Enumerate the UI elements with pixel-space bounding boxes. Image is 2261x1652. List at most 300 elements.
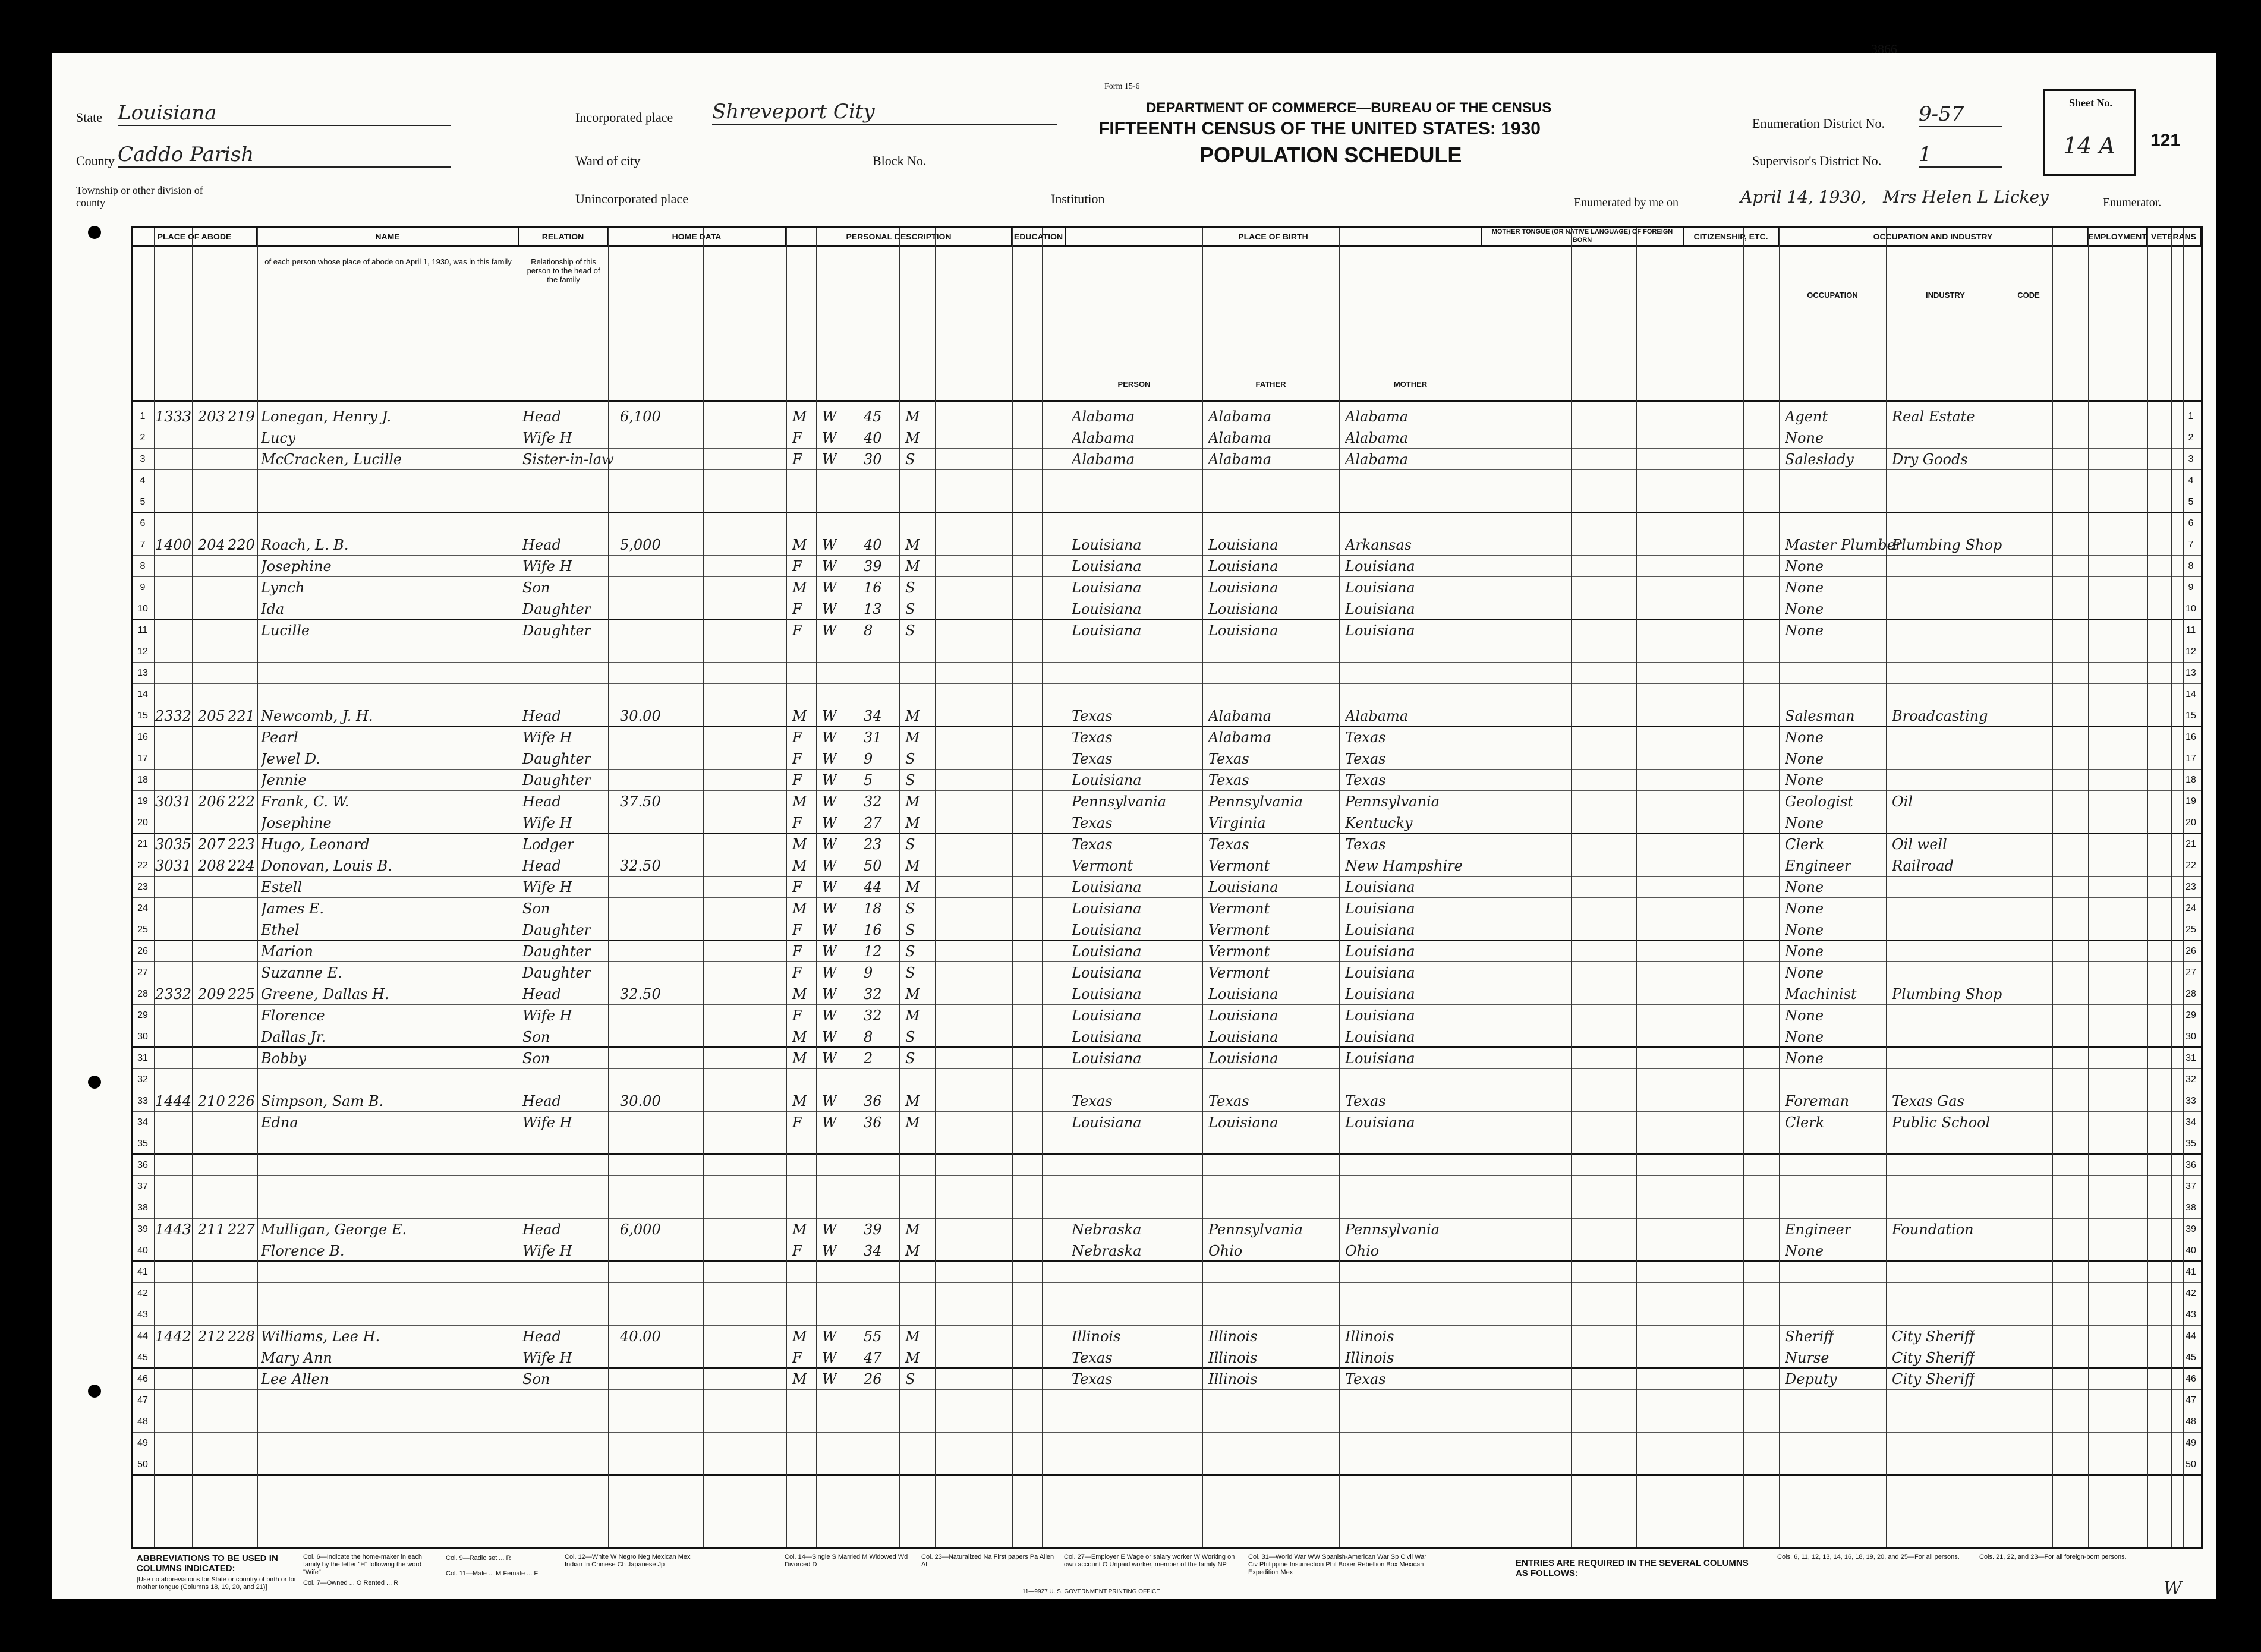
line-number: 24 bbox=[137, 903, 148, 913]
col12-note: Col. 12—White W Negro Neg Mexican Mex Indian In Chinese Ch Japanese Jp bbox=[565, 1553, 691, 1568]
line-number: 18 bbox=[2186, 775, 2196, 785]
line-number: 13 bbox=[2186, 668, 2196, 678]
occupation: Engineer bbox=[1785, 1221, 1851, 1238]
industry: City Sheriff bbox=[1892, 1371, 1975, 1388]
street-number: 1442 bbox=[155, 1328, 192, 1345]
marital-status: M bbox=[905, 986, 920, 1002]
birthplace-father: Virginia bbox=[1208, 815, 1266, 831]
line-number: 26 bbox=[137, 946, 148, 956]
birthplace-mother: Illinois bbox=[1345, 1350, 1394, 1366]
birthplace-mother: Louisiana bbox=[1345, 922, 1415, 938]
birthplace-father: Vermont bbox=[1208, 900, 1270, 917]
race: W bbox=[822, 622, 837, 639]
birthplace-father: Vermont bbox=[1208, 943, 1270, 960]
birthplace-mother: New Hampshire bbox=[1345, 857, 1463, 874]
enumerated-label: Enumerated by me on bbox=[1574, 196, 1679, 209]
table-row bbox=[133, 727, 2201, 748]
birthplace-father: Louisiana bbox=[1208, 558, 1278, 575]
line-number: 48 bbox=[137, 1417, 148, 1427]
table-row bbox=[133, 491, 2201, 513]
age: 26 bbox=[864, 1371, 882, 1388]
table-row bbox=[133, 748, 2201, 770]
age: 45 bbox=[864, 408, 882, 425]
county-value: Caddo Parish bbox=[118, 143, 451, 168]
table-row bbox=[133, 641, 2201, 663]
birthplace-mother: Ohio bbox=[1345, 1243, 1380, 1259]
table-row bbox=[133, 598, 2201, 620]
column-rule bbox=[816, 228, 817, 1547]
marital-status: M bbox=[905, 729, 920, 746]
race: W bbox=[822, 793, 837, 810]
line-number: 26 bbox=[2186, 946, 2196, 956]
sex: F bbox=[792, 558, 802, 575]
ed-value: 9-57 bbox=[1919, 102, 2002, 127]
birthplace-person: Louisiana bbox=[1072, 879, 1142, 896]
person-name: Pearl bbox=[261, 729, 298, 746]
line-number: 6 bbox=[2188, 518, 2194, 528]
line-number: 4 bbox=[2188, 475, 2194, 485]
age: 5 bbox=[864, 772, 873, 789]
birthplace-person: Texas bbox=[1072, 1350, 1113, 1366]
column-rule bbox=[1202, 228, 1203, 1547]
line-number: 42 bbox=[137, 1288, 148, 1298]
age: 47 bbox=[864, 1350, 882, 1366]
person-name: Mary Ann bbox=[261, 1350, 332, 1366]
line-number: 25 bbox=[137, 925, 148, 935]
occupation: Master Plumber bbox=[1785, 537, 1903, 553]
line-number: 39 bbox=[137, 1224, 148, 1234]
dwelling-number: 205 bbox=[198, 708, 225, 724]
column-rule bbox=[1571, 228, 1572, 1547]
race: W bbox=[822, 922, 837, 938]
line-number: 1 bbox=[140, 411, 146, 421]
marital-status: M bbox=[905, 793, 920, 810]
race: W bbox=[822, 1371, 837, 1388]
block-label: Block No. bbox=[873, 153, 927, 168]
binder-hole bbox=[88, 1076, 101, 1089]
birthplace-father: Louisiana bbox=[1208, 579, 1278, 596]
birthplace-mother: Pennsylvania bbox=[1345, 1221, 1440, 1238]
birthplace-father: Ohio bbox=[1208, 1243, 1243, 1259]
line-number: 3 bbox=[2188, 454, 2194, 464]
line-number: 19 bbox=[137, 796, 148, 806]
table-row bbox=[133, 1262, 2201, 1283]
occupation: None bbox=[1785, 1007, 1824, 1024]
ed-label: Enumeration District No. bbox=[1752, 116, 1885, 131]
table-row bbox=[133, 684, 2201, 705]
industry: Railroad bbox=[1892, 857, 1954, 874]
marital-status: M bbox=[905, 1350, 920, 1366]
table-row bbox=[133, 941, 2201, 962]
race: W bbox=[822, 1350, 837, 1366]
birthplace-father: Texas bbox=[1208, 1093, 1249, 1109]
person-name: Bobby bbox=[261, 1050, 307, 1067]
line-number: 8 bbox=[2188, 561, 2194, 571]
line-number: 31 bbox=[2186, 1053, 2196, 1063]
col31-note: Col. 31—World War WW Spanish-American War Sp Civil War Civ Philippine Insurrection Phil Boxer Rebellion Box Mexican Expedition Mex bbox=[1248, 1553, 1426, 1576]
birthplace-mother: Louisiana bbox=[1345, 879, 1415, 896]
relation-column-header: Relationship of this person to the head of the family bbox=[527, 257, 600, 284]
birthplace-mother: Louisiana bbox=[1345, 601, 1415, 617]
birthplace-person: Texas bbox=[1072, 708, 1113, 724]
line-number: 36 bbox=[2186, 1160, 2196, 1170]
dwelling-number: 207 bbox=[198, 836, 225, 853]
occupation: Deputy bbox=[1785, 1371, 1837, 1388]
relation: Head bbox=[522, 1221, 561, 1238]
person-name: Edna bbox=[261, 1114, 298, 1131]
dwelling-number: 212 bbox=[198, 1328, 225, 1345]
table-row bbox=[133, 1112, 2201, 1133]
street-number: 3031 bbox=[155, 793, 192, 810]
birthplace-person: Louisiana bbox=[1072, 964, 1142, 981]
occupation: Sheriff bbox=[1785, 1328, 1834, 1345]
column-rule bbox=[786, 228, 787, 1547]
relation: Son bbox=[522, 579, 550, 596]
line-number: 32 bbox=[2186, 1074, 2196, 1084]
group-home-data: HOME DATA bbox=[608, 228, 786, 247]
line-number: 16 bbox=[2186, 732, 2196, 742]
age: 32 bbox=[864, 1007, 882, 1024]
birthplace-mother: Alabama bbox=[1345, 708, 1409, 724]
line-number: 40 bbox=[137, 1246, 148, 1256]
industry: Plumbing Shop bbox=[1892, 986, 2002, 1002]
column-rule bbox=[1339, 228, 1340, 1547]
line-number: 35 bbox=[2186, 1139, 2196, 1149]
line-number: 13 bbox=[137, 668, 148, 678]
occupation: None bbox=[1785, 729, 1824, 746]
sex: F bbox=[792, 1243, 802, 1259]
relation: Daughter bbox=[522, 601, 591, 617]
table-row bbox=[133, 1433, 2201, 1454]
race: W bbox=[822, 708, 837, 724]
column-rule bbox=[2088, 228, 2089, 1547]
birthplace-mother: Louisiana bbox=[1345, 1114, 1415, 1131]
birthplace-mother: Pennsylvania bbox=[1345, 793, 1440, 810]
industry: Oil bbox=[1892, 793, 1913, 810]
table-row bbox=[133, 1283, 2201, 1304]
family-number: 221 bbox=[228, 708, 255, 724]
birthplace-mother: Texas bbox=[1345, 729, 1386, 746]
dwelling-number: 204 bbox=[198, 537, 225, 553]
person-name: Ida bbox=[261, 601, 285, 617]
group-veterans: VETERANS bbox=[2147, 228, 2201, 247]
race: W bbox=[822, 729, 837, 746]
occupation: None bbox=[1785, 1029, 1824, 1045]
table-row bbox=[133, 513, 2201, 534]
table-row bbox=[133, 791, 2201, 812]
marital-status: M bbox=[905, 708, 920, 724]
age: 23 bbox=[864, 836, 882, 853]
marital-status: M bbox=[905, 879, 920, 896]
header-rule bbox=[133, 400, 2201, 402]
race: W bbox=[822, 879, 837, 896]
person-name: Suzanne E. bbox=[261, 964, 342, 981]
table-row bbox=[133, 1197, 2201, 1219]
department-title: DEPARTMENT OF COMMERCE—BUREAU OF THE CENSUS bbox=[1146, 100, 1552, 116]
street-number: 3031 bbox=[155, 857, 192, 874]
col11-note: Col. 11—Male ... M Female ... F bbox=[446, 1570, 539, 1577]
home-value: 32.50 bbox=[620, 986, 661, 1002]
age: 30 bbox=[864, 451, 882, 468]
birthplace-person: Vermont bbox=[1072, 857, 1133, 874]
relation: Wife H bbox=[522, 1114, 572, 1131]
age: 12 bbox=[864, 943, 882, 960]
marital-status: M bbox=[905, 1221, 920, 1238]
footer bbox=[131, 1551, 2199, 1599]
line-number: 34 bbox=[2186, 1117, 2196, 1127]
table-row bbox=[133, 919, 2201, 941]
sex: M bbox=[792, 857, 807, 874]
line-number: 4 bbox=[140, 475, 146, 485]
relation: Daughter bbox=[522, 622, 591, 639]
birthplace-person: Alabama bbox=[1072, 430, 1135, 446]
occupation-header: OCCUPATION bbox=[1807, 291, 1858, 299]
marital-status: S bbox=[905, 622, 915, 639]
industry: Public School bbox=[1892, 1114, 1991, 1131]
birthplace-mother: Texas bbox=[1345, 1371, 1386, 1388]
birthplace-mother: Louisiana bbox=[1345, 900, 1415, 917]
race: W bbox=[822, 986, 837, 1002]
line-number: 45 bbox=[2186, 1353, 2196, 1363]
line-number: 27 bbox=[2186, 967, 2196, 978]
relation: Head bbox=[522, 1328, 561, 1345]
birth-mother-header: MOTHER bbox=[1393, 380, 1428, 389]
birthplace-father: Alabama bbox=[1208, 430, 1272, 446]
person-name: Lonegan, Henry J. bbox=[261, 408, 392, 425]
line-number: 42 bbox=[2186, 1288, 2196, 1298]
line-number: 22 bbox=[2186, 860, 2196, 871]
relation: Head bbox=[522, 708, 561, 724]
age: 39 bbox=[864, 558, 882, 575]
line-number: 46 bbox=[137, 1374, 148, 1384]
dwelling-number: 211 bbox=[198, 1221, 225, 1238]
line-number: 29 bbox=[137, 1010, 148, 1020]
column-rule bbox=[257, 228, 258, 1547]
birthplace-person: Louisiana bbox=[1072, 622, 1142, 639]
line-number: 38 bbox=[137, 1203, 148, 1213]
table-row bbox=[133, 983, 2201, 1005]
line-number: 22 bbox=[137, 860, 148, 871]
table-row bbox=[133, 1304, 2201, 1326]
occupation: None bbox=[1785, 558, 1824, 575]
birthplace-father: Vermont bbox=[1208, 857, 1270, 874]
home-value: 5,000 bbox=[620, 537, 661, 553]
table-row bbox=[133, 449, 2201, 470]
state-label: State bbox=[76, 110, 102, 125]
table-row bbox=[133, 1347, 2201, 1369]
birthplace-father: Louisiana bbox=[1208, 1029, 1278, 1045]
table-row bbox=[133, 962, 2201, 983]
birthplace-person: Pennsylvania bbox=[1072, 793, 1167, 810]
age: 39 bbox=[864, 1221, 882, 1238]
birthplace-mother: Alabama bbox=[1345, 430, 1409, 446]
table-row bbox=[133, 1240, 2201, 1262]
birthplace-mother: Louisiana bbox=[1345, 964, 1415, 981]
age: 32 bbox=[864, 793, 882, 810]
sex: F bbox=[792, 601, 802, 617]
schedule-grid bbox=[131, 226, 2203, 1549]
race: W bbox=[822, 751, 837, 767]
enumerator-label: Enumerator. bbox=[2103, 196, 2162, 209]
home-value: 6,100 bbox=[620, 408, 661, 425]
line-number: 24 bbox=[2186, 903, 2196, 913]
person-name: Greene, Dallas H. bbox=[261, 986, 389, 1002]
line-number: 12 bbox=[137, 647, 148, 657]
binder-hole bbox=[88, 1385, 101, 1398]
col14-note: Col. 14—Single S Married M Widowed Wd Divorced D bbox=[785, 1553, 908, 1568]
initial-mark: W bbox=[2164, 1578, 2182, 1599]
line-number: 1 bbox=[2188, 411, 2194, 421]
family-number: 219 bbox=[228, 408, 255, 425]
sex: M bbox=[792, 900, 807, 917]
industry: Foundation bbox=[1892, 1221, 1974, 1238]
family-number: 226 bbox=[228, 1093, 255, 1109]
relation: Head bbox=[522, 857, 561, 874]
table-row bbox=[133, 855, 2201, 877]
occupation: Nurse bbox=[1785, 1350, 1829, 1366]
marital-status: S bbox=[905, 1050, 915, 1067]
relation: Daughter bbox=[522, 922, 591, 938]
sex: F bbox=[792, 430, 802, 446]
stamp-number: 121 bbox=[2150, 131, 2181, 150]
person-name: Florence bbox=[261, 1007, 325, 1024]
street-number: 1444 bbox=[155, 1093, 192, 1109]
column-rule bbox=[2183, 228, 2184, 1547]
column-rule bbox=[192, 228, 193, 1547]
line-number: 23 bbox=[2186, 882, 2196, 892]
line-number: 9 bbox=[2188, 582, 2194, 592]
birthplace-person: Alabama bbox=[1072, 451, 1135, 468]
line-number: 36 bbox=[137, 1160, 148, 1170]
relation: Sister-in-law bbox=[522, 451, 614, 468]
birthplace-father: Texas bbox=[1208, 751, 1249, 767]
line-number: 47 bbox=[2186, 1395, 2196, 1405]
required-note-1: Cols. 6, 11, 12, 13, 14, 16, 18, 19, 20, and 25—For all persons. bbox=[1777, 1553, 1960, 1560]
birthplace-father: Pennsylvania bbox=[1208, 793, 1303, 810]
person-name: Frank, C. W. bbox=[261, 793, 349, 810]
home-value: 37.50 bbox=[620, 793, 661, 810]
occupation: Saleslady bbox=[1785, 451, 1854, 468]
person-name: Donovan, Louis B. bbox=[261, 857, 392, 874]
column-rule bbox=[2171, 228, 2172, 1547]
enumerated-date: April 14, 1930, bbox=[1740, 187, 1866, 207]
age: 8 bbox=[864, 1029, 873, 1045]
person-name: Jennie bbox=[261, 772, 307, 789]
schedule-title: POPULATION SCHEDULE bbox=[1199, 143, 1462, 167]
industry: City Sheriff bbox=[1892, 1350, 1975, 1366]
line-number: 7 bbox=[140, 540, 146, 550]
age: 55 bbox=[864, 1328, 882, 1345]
line-number: 49 bbox=[2186, 1438, 2196, 1448]
home-value: 32.50 bbox=[620, 857, 661, 874]
age: 27 bbox=[864, 815, 882, 831]
birthplace-person: Louisiana bbox=[1072, 772, 1142, 789]
birthplace-father: Illinois bbox=[1208, 1350, 1258, 1366]
sex: F bbox=[792, 729, 802, 746]
occupation: None bbox=[1785, 922, 1824, 938]
sex: F bbox=[792, 751, 802, 767]
line-number: 12 bbox=[2186, 647, 2196, 657]
marital-status: S bbox=[905, 943, 915, 960]
street-number: 1443 bbox=[155, 1221, 192, 1238]
column-rule bbox=[1012, 228, 1013, 1547]
birthplace-mother: Louisiana bbox=[1345, 986, 1415, 1002]
relation: Daughter bbox=[522, 964, 591, 981]
race: W bbox=[822, 430, 837, 446]
line-number: 2 bbox=[140, 433, 146, 443]
person-name: McCracken, Lucille bbox=[261, 451, 402, 468]
line-number: 31 bbox=[137, 1053, 148, 1063]
line-number: 32 bbox=[137, 1074, 148, 1084]
sex: M bbox=[792, 1328, 807, 1345]
line-number: 5 bbox=[140, 497, 146, 507]
col9-note: Col. 9—Radio set ... R bbox=[446, 1555, 511, 1562]
birthplace-mother: Illinois bbox=[1345, 1328, 1394, 1345]
table-row bbox=[133, 620, 2201, 641]
occupation: None bbox=[1785, 772, 1824, 789]
race: W bbox=[822, 1029, 837, 1045]
occupation: None bbox=[1785, 601, 1824, 617]
table-row bbox=[133, 812, 2201, 834]
column-rule bbox=[1042, 228, 1043, 1547]
birth-person-header: PERSON bbox=[1117, 380, 1151, 389]
line-number: 41 bbox=[137, 1267, 148, 1277]
relation: Son bbox=[522, 1371, 550, 1388]
industry: Dry Goods bbox=[1892, 451, 1968, 468]
birthplace-person: Louisiana bbox=[1072, 922, 1142, 938]
race: W bbox=[822, 558, 837, 575]
age: 34 bbox=[864, 1243, 882, 1259]
family-number: 228 bbox=[228, 1328, 255, 1345]
birthplace-mother: Louisiana bbox=[1345, 1029, 1415, 1045]
birthplace-father: Texas bbox=[1208, 836, 1249, 853]
group-place-of-birth: PLACE OF BIRTH bbox=[1066, 228, 1482, 247]
person-name: Hugo, Leonard bbox=[261, 836, 370, 853]
occupation: None bbox=[1785, 430, 1824, 446]
birthplace-father: Louisiana bbox=[1208, 986, 1278, 1002]
age: 36 bbox=[864, 1093, 882, 1109]
family-number: 222 bbox=[228, 793, 255, 810]
line-number: 33 bbox=[137, 1096, 148, 1106]
marital-status: M bbox=[905, 1093, 920, 1109]
marital-status: S bbox=[905, 601, 915, 617]
birthplace-person: Louisiana bbox=[1072, 537, 1142, 553]
census-sheet bbox=[52, 42, 2216, 1599]
person-name: Florence B. bbox=[261, 1243, 345, 1259]
sex: M bbox=[792, 1093, 807, 1109]
column-rule bbox=[2052, 228, 2053, 1547]
unincorporated-label: Unincorporated place bbox=[575, 191, 688, 206]
entries-title: ENTRIES ARE REQUIRED IN THE SEVERAL COLUMNS AS FOLLOWS: bbox=[1516, 1558, 1749, 1578]
birthplace-father: Vermont bbox=[1208, 922, 1270, 938]
person-name: Estell bbox=[261, 879, 303, 896]
marital-status: S bbox=[905, 579, 915, 596]
marital-status: M bbox=[905, 1328, 920, 1345]
occupation: None bbox=[1785, 751, 1824, 767]
table-row bbox=[133, 1390, 2201, 1411]
marital-status: S bbox=[905, 751, 915, 767]
sex: M bbox=[792, 836, 807, 853]
relation: Head bbox=[522, 793, 561, 810]
marital-status: M bbox=[905, 1243, 920, 1259]
table-row bbox=[133, 1176, 2201, 1197]
sheet-box bbox=[2043, 89, 2136, 176]
sex: M bbox=[792, 1221, 807, 1238]
age: 2 bbox=[864, 1050, 873, 1067]
race: W bbox=[822, 1050, 837, 1067]
marital-status: S bbox=[905, 900, 915, 917]
race: W bbox=[822, 1007, 837, 1024]
